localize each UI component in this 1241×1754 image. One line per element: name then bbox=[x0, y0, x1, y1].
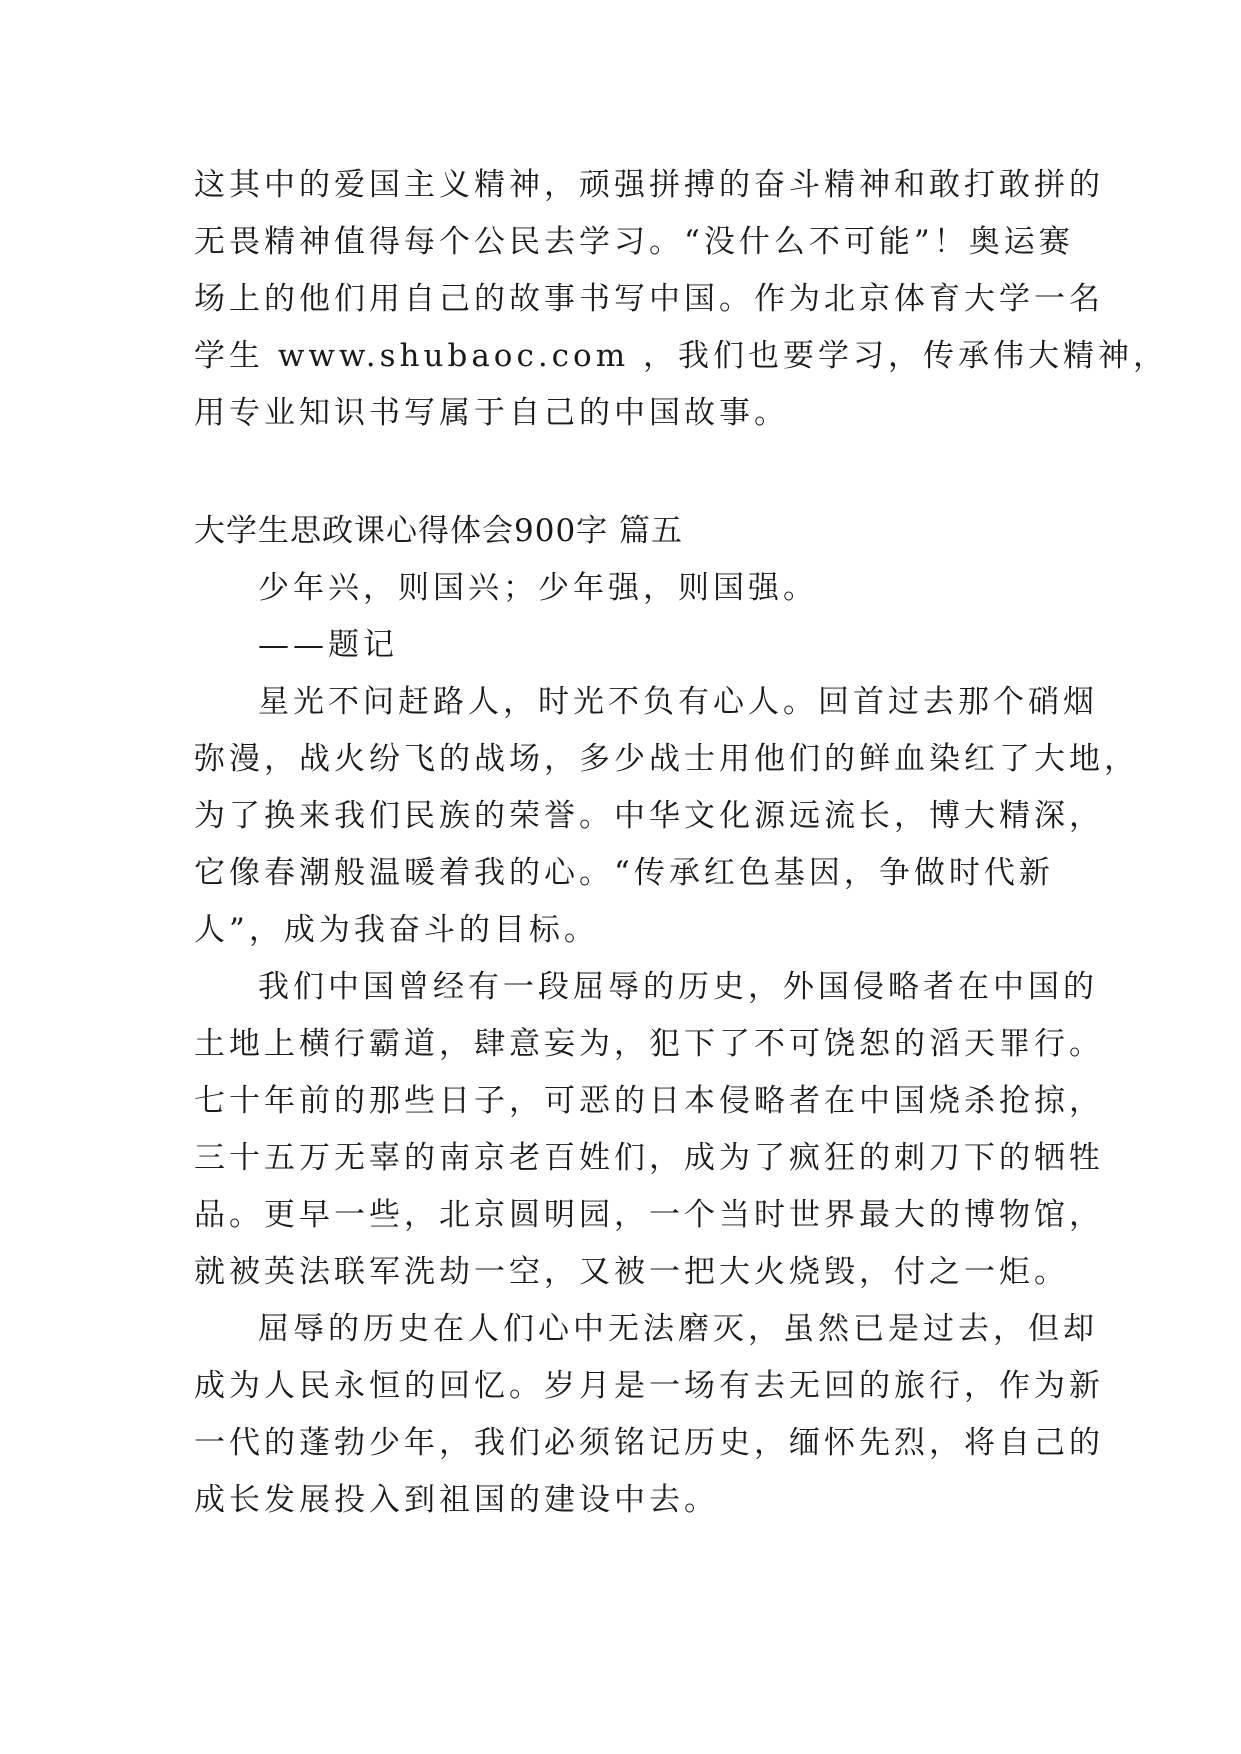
section-heading: 大学生思政课心得体会900字 篇五 bbox=[194, 513, 684, 549]
paragraph-2-line-6: 就被英法联军洗劫一空，又被一把大火烧毁，付之一炬。 bbox=[194, 1254, 1069, 1290]
paragraph-top-line-5: 用专业知识书写属于自己的中国故事。 bbox=[194, 395, 789, 431]
paragraph-2-line-5: 品。更早一些，北京圆明园，一个当时世界最大的博物馆， bbox=[194, 1197, 1104, 1233]
paragraph-3-line-2: 成为人民永恒的回忆。岁月是一场有去无回的旅行，作为新 bbox=[194, 1368, 1104, 1404]
paragraph-1-line-1: 星光不问赶路人，时光不负有心人。回首过去那个硝烟 bbox=[258, 684, 1098, 720]
paragraph-2-line-4: 三十五万无辜的南京老百姓们，成为了疯狂的刺刀下的牺牲 bbox=[194, 1140, 1104, 1176]
paragraph-2-line-2: 土地上横行霸道，肆意妄为，犯下了不可饶恕的滔天罪行。 bbox=[194, 1026, 1104, 1062]
paragraph-3-line-1: 屈辱的历史在人们心中无法磨灭，虽然已是过去，但却 bbox=[258, 1311, 1098, 1347]
paragraph-top-line-4: 学生 www.shubaoc.com ，我们也要学习，传承伟大精神， bbox=[194, 338, 1168, 374]
paragraph-1-line-4: 它像春潮般温暖着我的心。“传承红色基因，争做时代新 bbox=[194, 855, 1054, 891]
paragraph-top-line-1: 这其中的爱国主义精神，顽强拼搏的奋斗精神和敢打敢拼的 bbox=[194, 167, 1104, 203]
document-body bbox=[194, 0, 1168, 1754]
paragraph-top-line-2: 无畏精神值得每个公民去学习。“没什么不可能”！奥运赛 bbox=[194, 224, 1074, 260]
paragraph-1-line-5: 人”，成为我奋斗的目标。 bbox=[194, 912, 599, 948]
paragraph-3-line-4: 成长发展投入到祖国的建设中去。 bbox=[194, 1482, 719, 1518]
epigraph-quote: 少年兴，则国兴；少年强，则国强。 bbox=[258, 570, 818, 606]
paragraph-2-line-1: 我们中国曾经有一段屈辱的历史，外国侵略者在中国的 bbox=[258, 969, 1098, 1005]
paragraph-1-line-2: 弥漫，战火纷飞的战场，多少战士用他们的鲜血染红了大地， bbox=[194, 741, 1139, 777]
paragraph-1-line-3: 为了换来我们民族的荣誉。中华文化源远流长，博大精深， bbox=[194, 798, 1104, 834]
paragraph-3-line-3: 一代的蓬勃少年，我们必须铭记历史，缅怀先烈，将自己的 bbox=[194, 1425, 1104, 1461]
epigraph-attribution: ——题记 bbox=[258, 627, 398, 663]
paragraph-2-line-3: 七十年前的那些日子，可恶的日本侵略者在中国烧杀抢掠， bbox=[194, 1083, 1104, 1119]
paragraph-top-line-3: 场上的他们用自己的故事书写中国。作为北京体育大学一名 bbox=[194, 281, 1104, 317]
